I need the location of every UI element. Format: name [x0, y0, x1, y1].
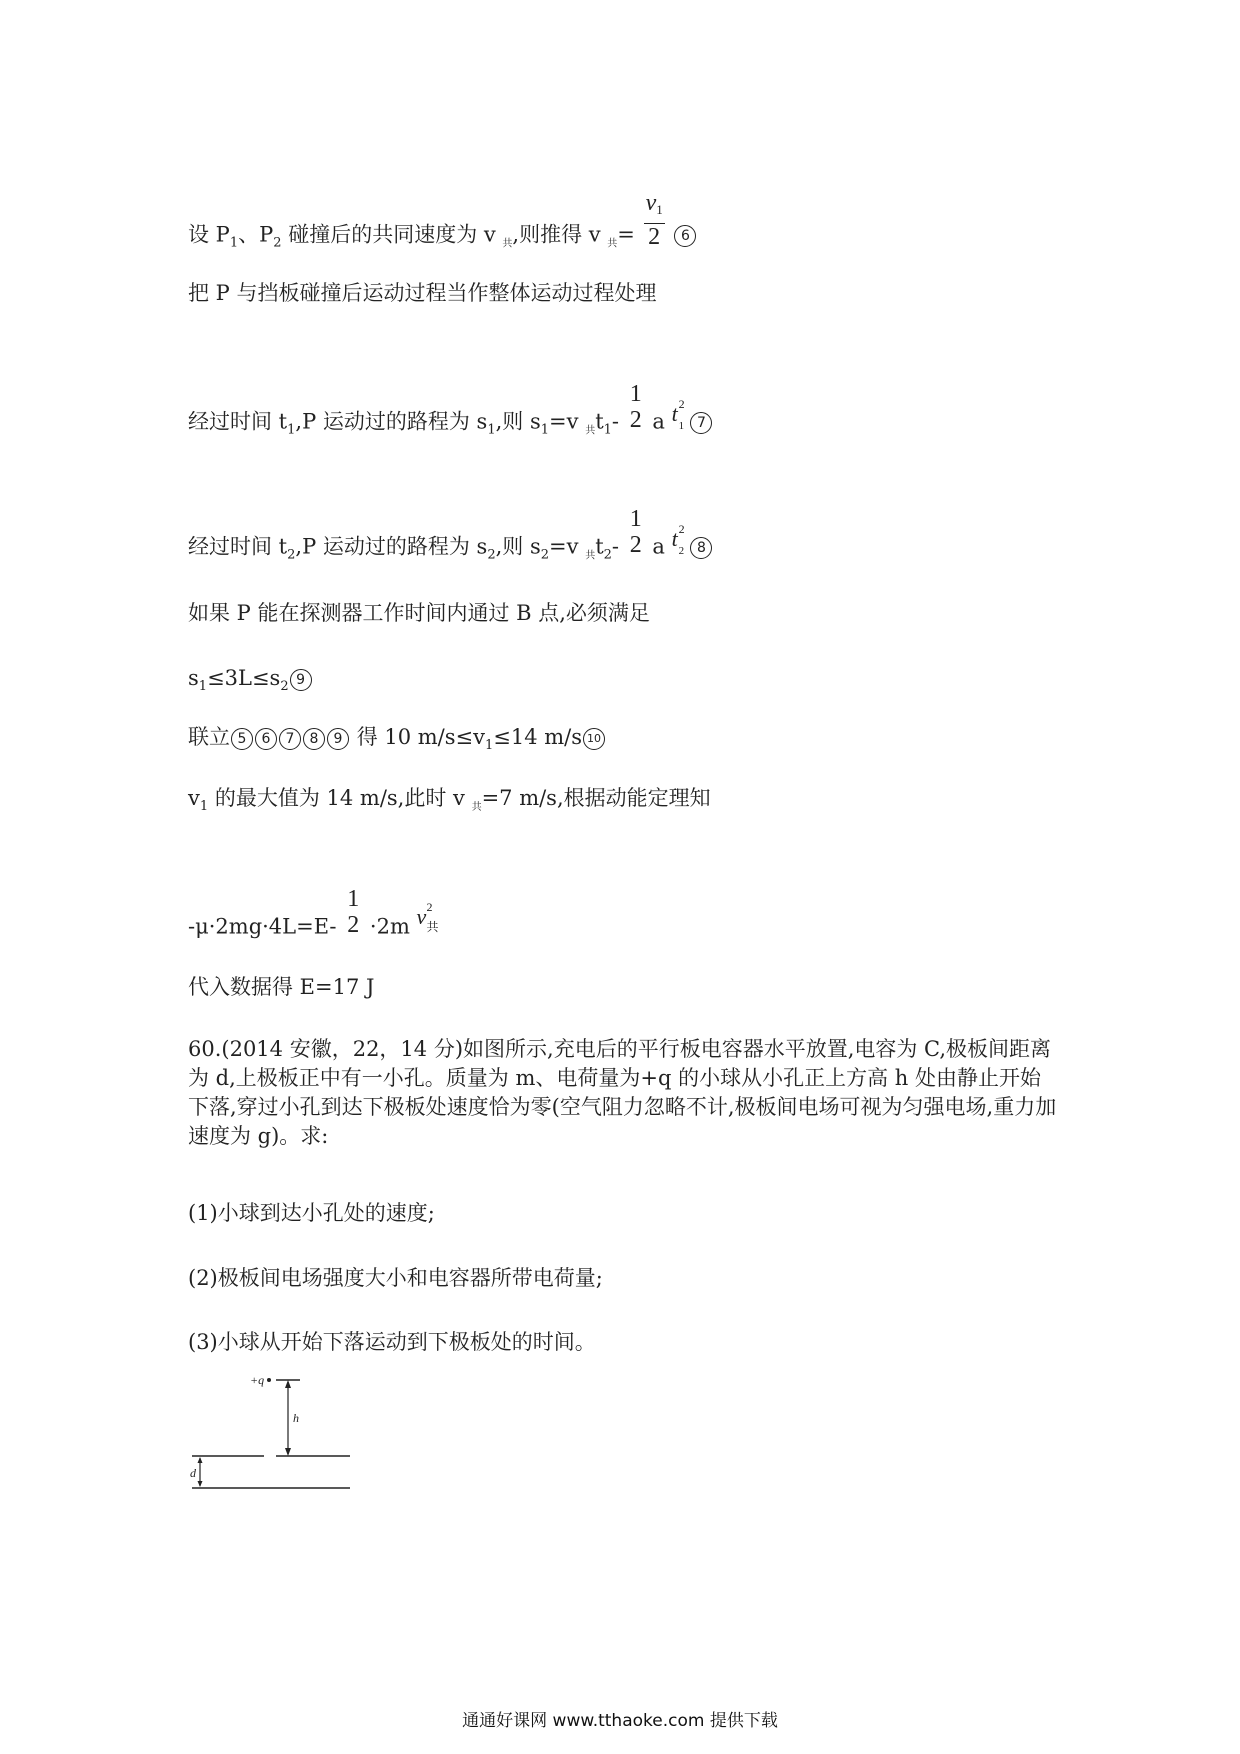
circled-number-9: 9 [290, 669, 312, 691]
subscript: 2 [273, 235, 282, 251]
text-segment: ,P 运动过的路程为 s [295, 534, 488, 559]
subscript: 2 [603, 547, 612, 563]
subscript: 2 [280, 679, 289, 694]
problem-60-statement: 60.(2014 安徽，22，14 分)如图所示,充电后的平行板电容器水平放置,电容为 C,极板间距离为 d,上极板正中有一小孔。质量为 m、电荷量为+q 的小球从小孔正上方高 h 处由静止开始下落,穿过小孔到达下极板处速度恰为零(空气阻力忽略不计,极板间电场可视为匀强电场,重力加速度为 g)。求: [188, 1037, 1057, 1148]
text-segment: 联立 [188, 725, 230, 749]
eq-line-7 [188, 381, 713, 449]
d-arrow-down [198, 1481, 203, 1487]
text-segment: =v [549, 534, 586, 559]
circled-number-7: 7 [690, 412, 712, 434]
text-segment: v [188, 786, 200, 810]
text-segment: s [188, 666, 199, 690]
text-segment: ,则 s [495, 534, 541, 559]
subscript: 1 [199, 799, 209, 814]
subscript: 1 [603, 422, 612, 438]
question-1: (1)小球到达小孔处的速度; [188, 1201, 435, 1225]
text-segment: = [617, 222, 635, 247]
subscript: 共 [607, 238, 618, 250]
fraction-one-half [628, 381, 644, 433]
superscript: 2 [426, 899, 433, 914]
eq-line-8 [188, 506, 713, 574]
fraction-numerator-sub: 1 [656, 202, 663, 217]
text-segment: ,则推得 v [512, 222, 608, 247]
subscript: 共 [426, 919, 439, 934]
circled-number-7: 7 [279, 728, 301, 750]
subscript: 1 [484, 738, 494, 753]
text-segment: t [595, 534, 604, 559]
circled-number-8: 8 [690, 537, 712, 559]
v-symbol: v [416, 903, 427, 929]
subscript: 1 [540, 422, 550, 438]
fraction-denominator: 2 [347, 912, 360, 938]
subscript: 共 [471, 802, 482, 813]
fraction-numerator: 1 [629, 506, 642, 532]
charge-label: +q [250, 1373, 265, 1387]
subscript: 1 [487, 422, 496, 438]
text-segment: 经过时间 t [188, 409, 288, 434]
text-segment: 设 P [188, 222, 230, 247]
subscript: 1 [287, 422, 296, 438]
subscript: 1 [678, 419, 685, 432]
fraction-numerator: v [645, 190, 657, 216]
question-2: (2)极板间电场强度大小和电容器所带电荷量; [188, 1266, 603, 1290]
text-line: 把 P 与挡板碰撞后运动过程当作整体运动过程处理 [188, 281, 657, 305]
h-label: h [293, 1411, 299, 1425]
t-squared-term [671, 521, 685, 557]
subscript: 共 [585, 550, 596, 562]
text-segment: =v [549, 409, 586, 434]
fraction-denominator: 2 [629, 407, 642, 433]
subscript: 2 [678, 544, 685, 557]
text-segment: ,则 s [495, 409, 541, 434]
text-segment: - [611, 534, 620, 559]
charge-dot [267, 1378, 271, 1382]
subscript: 共 [502, 238, 513, 250]
subscript: 2 [287, 547, 296, 563]
text-segment: ≤14 m/s [493, 725, 583, 749]
text-segment: a [652, 534, 665, 559]
subscript: 2 [540, 547, 550, 563]
subscript: 1 [198, 679, 208, 694]
v-gong-squared-term [416, 899, 439, 934]
text-segment: ·2m [369, 914, 410, 939]
circled-number-6: 6 [255, 728, 277, 750]
text-segment: 得 10 m/s≤v [356, 725, 485, 749]
fraction-v1-over-2 [644, 190, 665, 250]
text-segment: t [595, 409, 604, 434]
text-segment: 的最大值为 14 m/s,此时 v [208, 786, 472, 810]
h-arrow-down [285, 1448, 291, 1456]
subscript: 2 [487, 547, 496, 563]
text-line [188, 784, 711, 822]
eq-line-6 [188, 190, 697, 266]
fraction-denominator: 2 [629, 532, 642, 558]
fraction-denominator: 2 [648, 224, 661, 250]
capacitor-figure [190, 1370, 370, 1520]
subscript: 共 [585, 425, 596, 437]
circled-number-10: 10 [583, 728, 605, 750]
text-segment: - [611, 409, 620, 434]
subscript: 1 [229, 235, 239, 251]
superscript: 2 [678, 521, 685, 536]
d-arrow-up [198, 1457, 203, 1463]
text-line: 代入数据得 E=17 J [188, 975, 375, 999]
question-3: (3)小球从开始下落运动到下极板处的时间。 [188, 1330, 596, 1354]
circled-number-9: 9 [327, 728, 349, 750]
fraction-one-half [628, 506, 644, 558]
text-segment: =7 m/s,根据动能定理知 [481, 786, 711, 810]
fraction-numerator: 1 [347, 886, 360, 912]
eq-line-10 [188, 723, 606, 760]
eq-line-9 [188, 664, 313, 701]
text-segment: ,P 运动过的路程为 s [295, 409, 488, 434]
h-arrow-up [285, 1380, 291, 1388]
superscript: 2 [678, 396, 685, 411]
text-line: 如果 P 能在探测器工作时间内通过 B 点,必须满足 [188, 601, 650, 625]
d-label: d [190, 1466, 196, 1480]
text-segment: 经过时间 t [188, 534, 288, 559]
text-segment: ≤3L≤s [207, 666, 281, 690]
eq-line-energy [188, 886, 439, 954]
circled-number-8: 8 [303, 728, 325, 750]
page-footer: 通通好课网 www.tthaoke.com 提供下载 [462, 1711, 778, 1731]
t-symbol: t [671, 400, 678, 426]
t-squared-term [671, 396, 685, 432]
circled-number-5: 5 [231, 728, 253, 750]
text-segment: -μ·2mg·4L=E- [188, 914, 337, 939]
circled-number-6: 6 [674, 225, 696, 247]
text-segment: a [652, 409, 665, 434]
t-symbol: t [671, 525, 678, 551]
fraction-numerator: 1 [629, 381, 642, 407]
fraction-one-half [345, 886, 361, 938]
text-segment: 、P [238, 222, 274, 247]
text-segment: 碰撞后的共同速度为 v [281, 222, 503, 247]
